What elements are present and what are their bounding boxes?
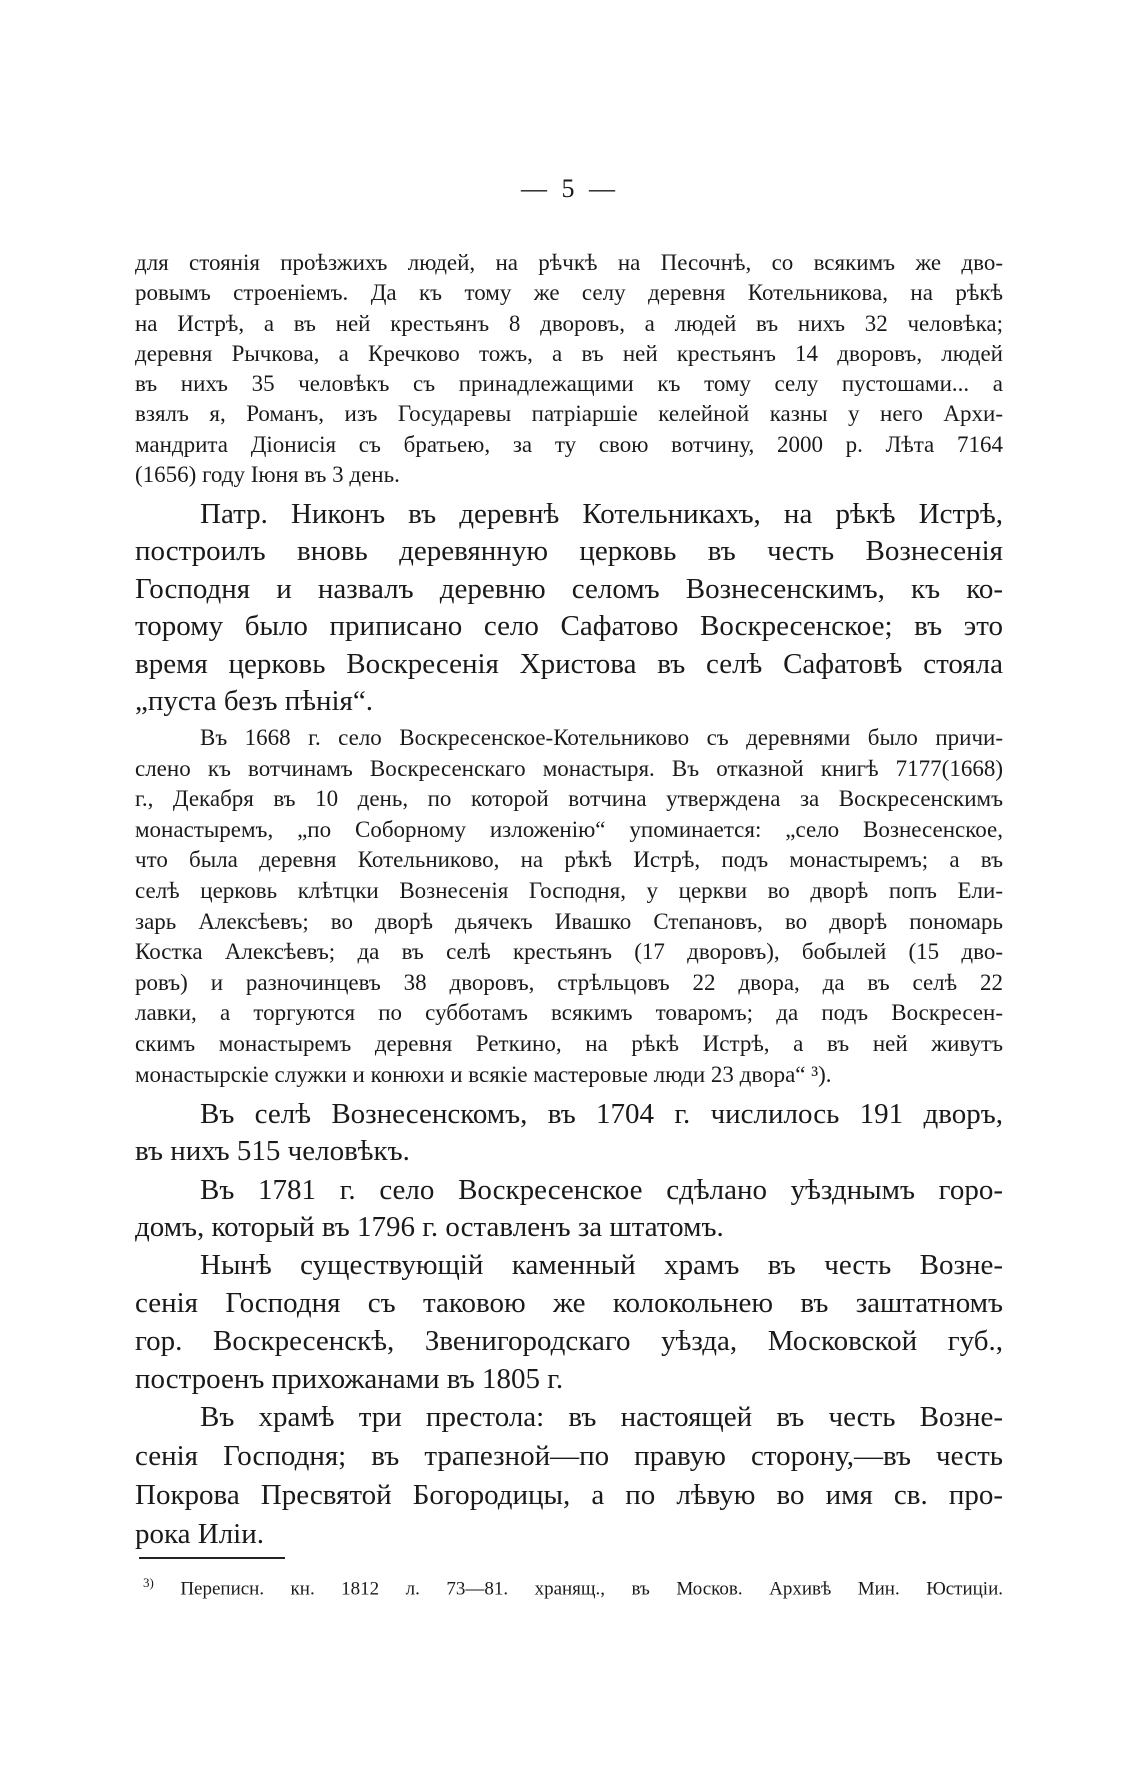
text-line: сенія Господня; въ трапезной—по правую сторону,—въ честь <box>135 1440 1003 1472</box>
text-line: лавки, а торгуются по субботамъ всякимъ товаромъ; да подъ Воскресен- <box>135 1000 1003 1026</box>
text-line: Въ селѣ Вознесенскомъ, въ 1704 г. числилось 191 дворъ, <box>200 1098 1003 1130</box>
text-line: рока Иліи. <box>135 1518 265 1550</box>
footnote <box>143 1570 1003 1602</box>
text-line: Въ 1668 г. село Воскресенское-Котельниково съ деревнями было причи- <box>200 725 1003 750</box>
text-line: время церковь Воскресенія Христова въ селѣ Сафатовѣ стояла <box>135 647 1003 680</box>
text-line: монастыремъ, „по Соборному изложенію“ упоминается: „село Вознесенское, <box>135 816 1003 842</box>
text-line: зарь Алексѣевъ; во дворѣ дьячекъ Ивашко Степановъ, во дворѣ пономарь <box>135 908 1003 934</box>
text-line: г., Декабря въ 10 день, по которой вотчина утверждена за Воскресенскимъ <box>135 786 1003 812</box>
paragraph <box>135 723 1003 1090</box>
footnote-marker: 3) <box>143 1575 154 1590</box>
text-line: домъ, который въ 1796 г. оставленъ за штатомъ. <box>135 1211 724 1243</box>
paragraph <box>135 1398 1003 1554</box>
text-line: Въ храмѣ три престола: въ настоящей въ честь Возне- <box>200 1401 1003 1433</box>
text-line: Костка Алексѣевъ; да въ селѣ крестьянъ (17 дворовъ), бобылей (15 дво- <box>135 939 1003 965</box>
text-line: сенія Господня съ таковою же колокольнею въ заштатномъ <box>135 1287 1003 1319</box>
text-line: построилъ вновь деревянную церковь въ честь Вознесенія <box>135 535 1003 568</box>
paragraph <box>135 1246 1003 1398</box>
footnote-divider <box>139 1557 285 1559</box>
page-number: — 5 — <box>521 174 619 203</box>
text-line: Господня и назвалъ деревню селомъ Вознесенскимъ, къ ко- <box>135 572 1003 605</box>
text-line: монастырскіе служки и конюхи и всякіе мастеровые люди 23 двора“ ³). <box>135 1061 832 1087</box>
text-line: ровъ) и разночинцевъ 38 дворовъ, стрѣльцовъ 22 двора, да въ селѣ 22 <box>135 969 1003 995</box>
text-line: скимъ монастыремъ деревня Реткино, на рѣкѣ Истрѣ, а въ ней живутъ <box>135 1030 1003 1056</box>
text-line: гор. Воскресенскѣ, Звенигородскаго уѣзда, Московской губ., <box>135 1325 1003 1357</box>
text-line: въ нихъ 515 человѣкъ. <box>135 1135 410 1167</box>
text-line: селѣ церковь клѣтцки Вознесенія Господня, у церкви во дворѣ попъ Ели- <box>135 877 1003 903</box>
text-line: деревня Рычкова, а Кречково тожъ, а въ ней крестьянъ 14 дворовъ, людей <box>135 340 1003 366</box>
text-line: что была деревня Котельниково, на рѣкѣ Истрѣ, подъ монастыремъ; а въ <box>135 847 1003 873</box>
text-line: въ нихъ 35 человѣкъ съ принадлежащими къ тому селу пустошами... а <box>135 371 1003 397</box>
text-line: торому было приписано село Сафатово Воскресенское; въ это <box>135 610 1003 643</box>
paragraph <box>135 496 1003 720</box>
text-line: для стоянія проѣзжихъ людей, на рѣчкѣ на Песочнѣ, со всякимъ же дво- <box>135 250 1003 275</box>
text-line: мандрита Діонисія съ братьею, за ту свою вотчину, 2000 р. Лѣта 7164 <box>135 431 1003 457</box>
text-line: на Истрѣ, а въ ней крестьянъ 8 дворовъ, а людей въ нихъ 32 человѣка; <box>135 310 1003 336</box>
text-line: ровымъ строеніемъ. Да къ тому же селу деревня Котельникова, на рѣкѣ <box>135 280 1003 306</box>
text-line: Покрова Пресвятой Богородицы, а по лѣвую во имя св. про- <box>135 1479 1003 1511</box>
text-line: „пуста безъ пѣнія“. <box>135 684 374 717</box>
text-line: слено къ вотчинамъ Воскресенскаго монастыря. Въ отказной книгѣ 7177(1668) <box>135 755 1003 781</box>
paragraph <box>135 1096 1003 1170</box>
text-line: построенъ прихожанами въ 1805 г. <box>135 1363 564 1395</box>
footnote-text: Переписн. кн. 1812 л. 73—81. хранящ., въ Москов. Архивѣ Мин. Юстиціи. <box>153 1578 1003 1600</box>
paragraph <box>135 248 1003 490</box>
text-line: (1656) году Іюня въ 3 день. <box>135 462 400 488</box>
paragraph <box>135 1172 1003 1246</box>
text-line: взялъ я, Романъ, изъ Государевы патріаршіе келейной казны у него Архи- <box>135 401 1003 427</box>
text-line: Патр. Никонъ въ деревнѣ Котельникахъ, на рѣкѣ Истрѣ, <box>200 498 1003 530</box>
text-line: Нынѣ существующій каменный храмъ въ честь Возне- <box>200 1249 1003 1281</box>
text-line: Въ 1781 г. село Воскресенское сдѣлано уѣзднымъ горо- <box>200 1174 1003 1206</box>
